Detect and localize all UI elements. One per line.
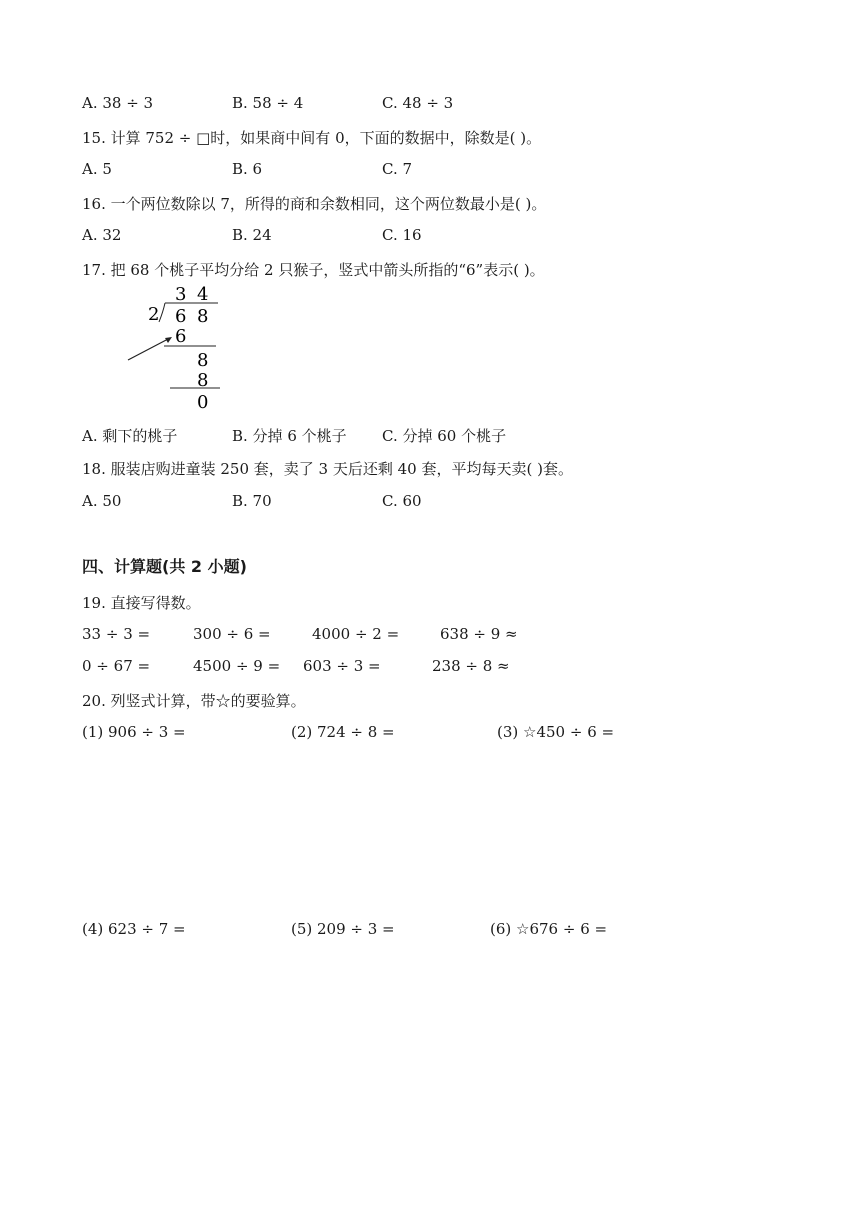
q14-option-a: A. 38 ÷ 3: [82, 94, 154, 112]
q18-option-b: B. 70: [232, 492, 272, 510]
q19-item-4: 638 ÷ 9 ≈: [440, 625, 518, 643]
q14-option-b: B. 58 ÷ 4: [232, 94, 304, 112]
q17-option-c: C. 分掉 60 个桃子: [382, 427, 507, 445]
q15-stem: 15. 计算 752 ÷ □时，如果商中间有 0，下面的数据中，除数是( )。: [82, 129, 542, 147]
product-step1-arrowed: 6: [175, 326, 187, 347]
q19-item-5: 0 ÷ 67 =: [82, 657, 151, 675]
q14-option-c: C. 48 ÷ 3: [382, 94, 454, 112]
q20-item-5: (5) 209 ÷ 3 =: [291, 920, 395, 938]
q15-option-b: B. 6: [232, 160, 263, 178]
q19-item-3: 4000 ÷ 2 =: [312, 625, 400, 643]
q17-stem: 17. 把 68 个桃子平均分给 2 只猴子，竖式中箭头所指的“6”表示( )。: [82, 261, 545, 279]
q16-option-a: A. 32: [82, 226, 122, 244]
divisor: 2: [148, 304, 160, 325]
q15-option-a: A. 5: [82, 160, 112, 178]
quotient-digit-tens: 3: [175, 284, 187, 305]
q16-stem: 16. 一个两位数除以 7，所得的商和余数相同，这个两位数最小是( )。: [82, 195, 547, 213]
q19-item-2: 300 ÷ 6 =: [193, 625, 271, 643]
q17-option-a: A. 剩下的桃子: [82, 427, 178, 445]
q19-item-8: 238 ÷ 8 ≈: [432, 657, 510, 675]
arrow-shaft: [128, 338, 170, 360]
q19-item-7: 603 ÷ 3 =: [303, 657, 381, 675]
q19-item-6: 4500 ÷ 9 =: [193, 657, 281, 675]
q20-item-3: (3) ☆450 ÷ 6 =: [497, 723, 615, 741]
long-division-figure: [120, 282, 230, 412]
bracket-curve: [159, 303, 165, 322]
q20-item-2: (2) 724 ÷ 8 =: [291, 723, 395, 741]
q18-stem: 18. 服装店购进童装 250 套，卖了 3 天后还剩 40 套，平均每天卖( )套。: [82, 460, 573, 478]
q15-option-c: C. 7: [382, 160, 413, 178]
q18-option-a: A. 50: [82, 492, 122, 510]
quotient-digit-ones: 4: [197, 284, 209, 305]
q20-item-4: (4) 623 ÷ 7 =: [82, 920, 186, 938]
dividend-digit-ones: 8: [197, 306, 209, 327]
dividend-digit-tens: 6: [175, 306, 187, 327]
remainder: 0: [197, 392, 209, 412]
q18-option-c: C. 60: [382, 492, 422, 510]
bring-down-digit: 8: [197, 350, 209, 371]
q19-item-1: 33 ÷ 3 =: [82, 625, 151, 643]
product-step2: 8: [197, 370, 209, 391]
q20-stem: 20. 列竖式计算，带☆的要验算。: [82, 692, 306, 710]
q16-option-c: C. 16: [382, 226, 422, 244]
q16-option-b: B. 24: [232, 226, 272, 244]
q20-item-6: (6) ☆676 ÷ 6 =: [490, 920, 608, 938]
q19-stem: 19. 直接写得数。: [82, 594, 201, 612]
section-4-title: 四、计算题(共 2 小题): [82, 557, 247, 576]
q17-option-b: B. 分掉 6 个桃子: [232, 427, 347, 445]
q20-item-1: (1) 906 ÷ 3 =: [82, 723, 186, 741]
